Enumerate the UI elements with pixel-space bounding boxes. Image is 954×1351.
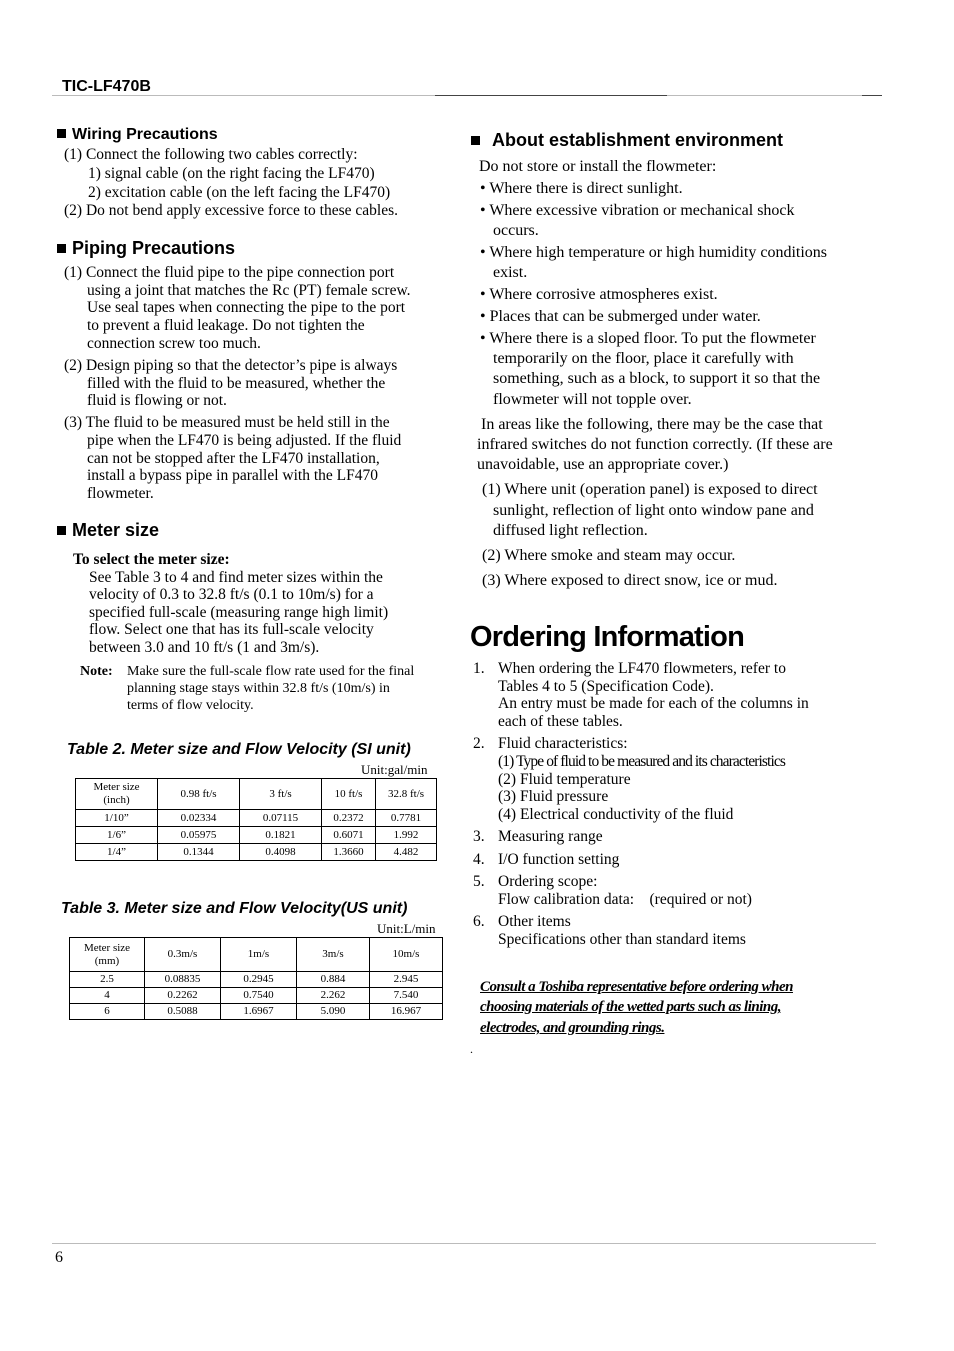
table-cell: 2.945: [370, 972, 443, 988]
note-line: Make sure the full-scale flow rate used for the final: [127, 664, 415, 679]
table3-unit: Unit:L/min: [377, 921, 436, 936]
note-line: terms of flow velocity.: [127, 698, 254, 713]
ordering-line: An entry must be made for each of the columns in: [498, 695, 809, 712]
meter-line: See Table 3 to 4 and find meter sizes within the: [89, 569, 383, 586]
environment-bullet: • Where excessive vibration or mechanical shock: [480, 202, 795, 219]
table-row: [76, 827, 437, 844]
table-cell: 0.1344: [158, 844, 240, 861]
square-bullet-icon: [57, 129, 66, 138]
table-row: [70, 1004, 443, 1020]
ordering-line: I/O function setting: [498, 851, 620, 868]
ordering-number: 4.: [473, 851, 485, 868]
environment-bullet: flowmeter will not topple over.: [493, 391, 692, 408]
piping-line: (3) The fluid to be measured must be held still in the: [64, 414, 390, 431]
meter-subhead: To select the meter size:: [73, 551, 230, 568]
table-cell: 0.7781: [376, 810, 437, 827]
header-cell: 1m/s: [221, 938, 297, 972]
square-bullet-icon: [57, 244, 66, 253]
header-cell: 10 ft/s: [322, 779, 376, 810]
ordering-line: Fluid characteristics:: [498, 735, 628, 752]
environment-bullet: • Where there is a sloped floor. To put the flowmeter: [480, 330, 816, 347]
table-cell: 0.2372: [322, 810, 376, 827]
table2: [75, 778, 437, 861]
table-cell: 1.6967: [221, 1004, 297, 1020]
piping-line: install a bypass pipe in parallel with the LF470: [87, 467, 379, 484]
ordering-line: Specifications other than standard items: [498, 931, 746, 948]
table3: [69, 937, 443, 1020]
table-cell: 0.5088: [145, 1004, 221, 1020]
piping-line: (2) Design piping so that the detector’s pipe is always: [64, 357, 398, 374]
ordering-line: (1) Type of fluid to be measured and its characteristics: [498, 753, 785, 770]
piping-line: to prevent a fluid leakage. Do not tighten the: [87, 317, 365, 334]
table-cell: 0.7540: [221, 988, 297, 1004]
table-cell: 0.2262: [145, 988, 221, 1004]
piping-line: fluid is flowing or not.: [87, 392, 227, 409]
square-bullet-icon: [471, 136, 480, 145]
piping-line: connection screw too much.: [87, 335, 261, 352]
table-cell: 2.5: [70, 972, 145, 988]
environment-bullet: occurs.: [493, 222, 539, 239]
header-cell: 32.8 ft/s: [376, 779, 437, 810]
header-cell: 10m/s: [370, 938, 443, 972]
stray-dot: .: [470, 1042, 473, 1056]
table-cell: 0.05975: [158, 827, 240, 844]
wiring-line: (2) Do not bend apply excessive force to these cables.: [64, 202, 398, 219]
square-bullet-icon: [57, 526, 66, 535]
header-cell: 0.3m/s: [145, 938, 221, 972]
table-cell: 5.090: [297, 1004, 370, 1020]
header-cell: 3m/s: [297, 938, 370, 972]
environment-item: (1) Where unit (operation panel) is exposed to direct: [482, 481, 818, 498]
ordering-line: (4) Electrical conductivity of the fluid: [498, 806, 734, 823]
environment-item: sunlight, reflection of light onto window pane and: [493, 502, 814, 519]
note-label: Note:: [80, 664, 113, 679]
meter-title: Meter size: [72, 520, 160, 540]
consult-note: Consult a Toshiba representative before ordering when: [480, 979, 793, 995]
table2-unit: Unit:gal/min: [361, 762, 428, 777]
note-line: planning stage stays within 32.8 ft/s (10m/s) in: [127, 681, 390, 696]
piping-line: can not be stopped after the LF470 installation,: [87, 450, 380, 467]
wiring-title: Wiring Precautions: [72, 126, 218, 143]
ordering-line: (2) Fluid temperature: [498, 771, 631, 788]
environment-heading: [471, 130, 783, 151]
table-cell: 0.4098: [240, 844, 322, 861]
ordering-number: 3.: [473, 828, 485, 845]
table-header-row: [70, 938, 443, 972]
table-cell: 4: [70, 988, 145, 1004]
meter-line: flow. Select one that has its full-scale velocity: [89, 621, 374, 638]
environment-item: diffused light reflection.: [493, 522, 648, 539]
wiring-line: (1) Connect the following two cables correctly:: [64, 146, 358, 163]
ordering-line: Measuring range: [498, 828, 603, 845]
page-number: 6: [55, 1249, 63, 1266]
ordering-title: Ordering Information: [470, 621, 745, 653]
environment-intro: Do not store or install the flowmeter:: [479, 158, 717, 175]
ordering-line: Tables 4 to 5 (Specification Code).: [498, 678, 714, 695]
table-cell: 1/10”: [76, 810, 158, 827]
table-cell: 0.02334: [158, 810, 240, 827]
piping-line: (1) Connect the fluid pipe to the pipe connection port: [64, 264, 395, 281]
table-header-row: [76, 779, 437, 810]
table-cell: 0.07115: [240, 810, 322, 827]
ordering-number: 5.: [473, 873, 485, 890]
environment-para: infrared switches do not function correctly. (If these are: [477, 436, 833, 453]
ordering-line: Ordering scope:: [498, 873, 598, 890]
table-cell: 1.3660: [322, 844, 376, 861]
ordering-line: Flow calibration data: (required or not): [498, 891, 752, 908]
meter-heading: [57, 520, 159, 541]
environment-para: unavoidable, use an appropriate cover.): [477, 456, 729, 473]
consult-note: electrodes, and grounding rings.: [480, 1020, 665, 1036]
piping-line: Use seal tapes when connecting the pipe to the port: [87, 299, 406, 316]
table-cell: 0.6071: [322, 827, 376, 844]
piping-title: Piping Precautions: [72, 238, 236, 258]
environment-bullet: • Places that can be submerged under water.: [480, 308, 761, 325]
piping-heading: [57, 238, 235, 259]
environment-bullet: exist.: [493, 264, 528, 281]
environment-bullet: • Where there is direct sunlight.: [480, 180, 683, 197]
document-id: TIC-LF470B: [62, 78, 151, 95]
table-cell: 16.967: [370, 1004, 443, 1020]
piping-line: filled with the fluid to be measured, whether the: [87, 375, 386, 392]
table-row: [76, 844, 437, 861]
meter-line: specified full-scale (measuring range high limit): [89, 604, 389, 621]
consult-note: choosing materials of the wetted parts such as lining,: [480, 999, 781, 1015]
table-cell: 2.262: [297, 988, 370, 1004]
environment-bullet: • Where corrosive atmospheres exist.: [480, 286, 718, 303]
meter-line: velocity of 0.3 to 32.8 ft/s (0.1 to 10m/s) for a: [89, 586, 374, 603]
table-cell: 0.08835: [145, 972, 221, 988]
ordering-line: (3) Fluid pressure: [498, 788, 609, 805]
table-cell: 0.884: [297, 972, 370, 988]
table-row: [76, 810, 437, 827]
table-cell: 0.2945: [221, 972, 297, 988]
wiring-line: 1) signal cable (on the right facing the LF470): [88, 165, 375, 182]
ordering-number: 6.: [473, 913, 485, 930]
header-cell: Meter size (mm): [70, 938, 145, 972]
environment-item: (3) Where exposed to direct snow, ice or mud.: [482, 572, 778, 589]
piping-line: using a joint that matches the Rc (PT) female screw.: [87, 282, 411, 299]
environment-title: About establishment environment: [492, 130, 784, 150]
environment-item: (2) Where smoke and steam may occur.: [482, 547, 736, 564]
table-row: [70, 988, 443, 1004]
wiring-heading: [57, 126, 218, 144]
header-cell: 0.98 ft/s: [158, 779, 240, 810]
ordering-number: 2.: [473, 735, 485, 752]
header-cell: Meter size (inch): [76, 779, 158, 810]
wiring-line: 2) excitation cable (on the left facing the LF470): [88, 184, 391, 201]
environment-bullet: something, such as a block, to support it so that the: [493, 370, 821, 387]
header-rule-accent: [435, 95, 667, 96]
meter-line: between 3.0 and 10 ft/s (1 and 3m/s).: [89, 639, 320, 656]
ordering-line: When ordering the LF470 flowmeters, refer to: [498, 660, 786, 677]
ordering-line: Other items: [498, 913, 571, 930]
table-cell: 1/6”: [76, 827, 158, 844]
environment-bullet: temporarily on the floor, place it carefully with: [493, 350, 794, 367]
header-rule-accent-right: [862, 95, 882, 96]
table2-caption: Table 2. Meter size and Flow Velocity (SI unit): [67, 741, 411, 758]
environment-para: In areas like the following, there may be the case that: [481, 416, 823, 433]
table-cell: 4.482: [376, 844, 437, 861]
piping-line: pipe when the LF470 is being adjusted. If the fluid: [87, 432, 402, 449]
environment-bullet: • Where high temperature or high humidity conditions: [480, 244, 828, 261]
table-cell: 0.1821: [240, 827, 322, 844]
table-row: [70, 972, 443, 988]
table-cell: 6: [70, 1004, 145, 1020]
piping-line: flowmeter.: [87, 485, 154, 502]
footer-rule: [52, 1243, 876, 1244]
header-cell: 3 ft/s: [240, 779, 322, 810]
ordering-line: each of these tables.: [498, 713, 623, 730]
ordering-number: 1.: [473, 660, 485, 677]
table-cell: 1.992: [376, 827, 437, 844]
table-cell: 1/4”: [76, 844, 158, 861]
table-cell: 7.540: [370, 988, 443, 1004]
table3-caption: Table 3. Meter size and Flow Velocity(US unit): [61, 900, 408, 917]
